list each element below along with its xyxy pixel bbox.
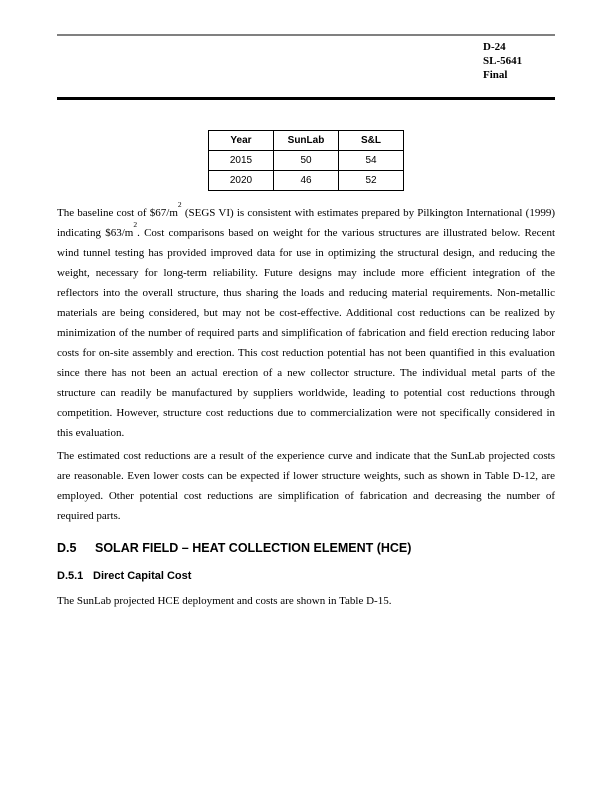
p1-text-2: (SEGS VI) is consistent with estimates prepared by Pilkington International (1999) indicating $63/m — [57, 207, 555, 239]
top-rule — [57, 34, 555, 36]
section-number: D.5 — [57, 541, 77, 555]
p1-text-3: . Cost comparisons based on weight for the various structures are illustrated below. Recent wind tunnel testing has provided improved data for use in optimizing the structural design, and reducing the weight, necessary for long-term reliability. Future designs may include more efficient integration of the reflectors into the overall structure, thus sharing the loads and reducing material requirements. Non-metallic materials are being considered, but may not be cost-effective. Additional cost reductions can be realized by minimization of the number of required parts and simplification of fabrication and field erection reducing labor costs for on-site assembly and erection. This cost reduction potential has not been quantified in this evaluation since there has not been an actual erection of a new collector structure. The individual metal parts of the structure can readily be manufactured by suppliers worldwide, leading to potential cost reductions through competition. However, structure cost reductions due to commercialization were not specifically considered in this evaluation. — [57, 227, 555, 439]
subsection-heading-d51 — [57, 570, 191, 582]
cell-sl-2020: 52 — [339, 171, 404, 191]
table-row — [209, 171, 404, 191]
structure-cost-table — [208, 130, 404, 191]
cell-year-2015: 2015 — [209, 151, 274, 171]
page-header — [483, 40, 522, 82]
subsection-number: D.5.1 — [57, 570, 84, 582]
cell-sl-2015: 54 — [339, 151, 404, 171]
col-header-sl: S&L — [339, 131, 404, 151]
p1-text-1: The baseline cost of $67/m — [57, 207, 178, 219]
section-heading-d5 — [57, 541, 411, 555]
cell-year-2020: 2020 — [209, 171, 274, 191]
superscript-2: 2 — [177, 200, 182, 210]
paragraph-baseline-cost — [57, 200, 555, 443]
superscript-2: 2 — [133, 220, 138, 230]
table-row — [209, 151, 404, 171]
paragraph-estimated-reductions: The estimated cost reductions are a result of the experience curve and indicate that the SunLab projected costs are reasonable. Even lower costs can be expected if lower structure weights, such as shown in Table D-12, are employed. Other potential cost reductions are simplification of fabrication and decreasing the number of required parts. — [57, 450, 555, 522]
paragraph-hce-deployment: The SunLab projected HCE deployment and costs are shown in Table D-15. — [57, 595, 392, 607]
table-header-row — [209, 131, 404, 151]
cell-sunlab-2020: 46 — [274, 171, 339, 191]
header-page-number: D-24 — [483, 41, 506, 53]
col-header-year: Year — [209, 131, 274, 151]
header-rule — [57, 97, 555, 100]
header-doc-number: SL-5641 — [483, 55, 523, 67]
section-title: SOLAR FIELD – HEAT COLLECTION ELEMENT (HCE) — [95, 541, 412, 555]
col-header-sunlab: SunLab — [274, 131, 339, 151]
cell-sunlab-2015: 50 — [274, 151, 339, 171]
subsection-title: Direct Capital Cost — [93, 570, 192, 582]
header-status: Final — [483, 69, 508, 81]
